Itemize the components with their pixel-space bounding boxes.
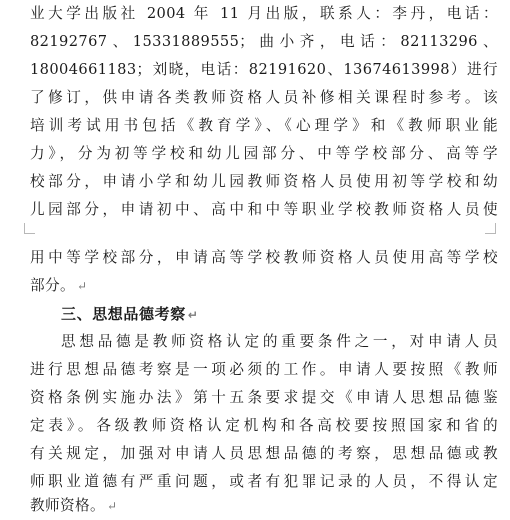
body-text-fragment: 部分。 xyxy=(30,277,75,294)
body-text-line: 用中等学校部分，申请高等学校教师资格人员使用高等学校 xyxy=(30,249,498,266)
body-text-fragment: 教师资格。 xyxy=(30,497,105,514)
section-heading-text: 三、思想品德考察 xyxy=(61,305,186,323)
body-text-line: 师职业道德有严重问题，或者有犯罪记录的人员，不得认定 xyxy=(30,473,498,490)
section-heading xyxy=(61,300,198,328)
body-text-line: 力》，分为初等学校和幼儿园部分、中等学校部分、高等学 xyxy=(30,145,498,162)
paragraph-mark-icon: ↵ xyxy=(76,279,88,293)
body-text-line: 业大学出版社 2004 年 11 月出版，联系人：李丹，电话： xyxy=(30,5,498,22)
body-text-line: 儿园部分，申请初中、高中和中等职业学校教师资格人员使 xyxy=(30,201,498,218)
paragraph-mark-icon: ↵ xyxy=(187,308,199,322)
body-text-line: 82192767、15331889555；曲小齐，电话：82113296、 xyxy=(30,33,498,50)
body-text-line: 有关规定，加强对申请人员思想品德的考察，思想品德或教 xyxy=(30,445,498,462)
page-corner-mark xyxy=(485,223,496,234)
body-text-line: 校部分，申请小学和幼儿园教师资格人员使用初等学校和幼 xyxy=(30,173,498,190)
document-page-top xyxy=(0,0,510,232)
body-text-line: 思想品德是教师资格认定的重要条件之一，对申请人员 xyxy=(61,333,498,350)
body-text-line xyxy=(30,272,498,300)
paragraph-mark-icon: ↵ xyxy=(106,499,118,513)
page-corner-mark xyxy=(24,223,35,234)
body-text-line: 18004661183；刘晓，电话：82191620、13674613998）进行 xyxy=(30,61,498,78)
body-text-line: 资格条例实施办法》第十五条要求提交《申请人思想品德鉴 xyxy=(30,389,498,406)
body-text-line: 进行思想品德考察是一项必须的工作。申请人要按照《教师 xyxy=(30,361,498,378)
body-text-line: 培训考试用书包括《教育学》、《心理学》和《教师职业能 xyxy=(30,117,498,134)
body-text-line xyxy=(30,492,498,520)
document-page-bottom xyxy=(0,236,510,520)
body-text-line: 了修订，供申请各类教师资格人员补修相关课程时参考。该 xyxy=(30,89,498,106)
body-text-line: 定表》。各级教师资格认定机构和各高校要按照国家和省的 xyxy=(30,417,498,434)
